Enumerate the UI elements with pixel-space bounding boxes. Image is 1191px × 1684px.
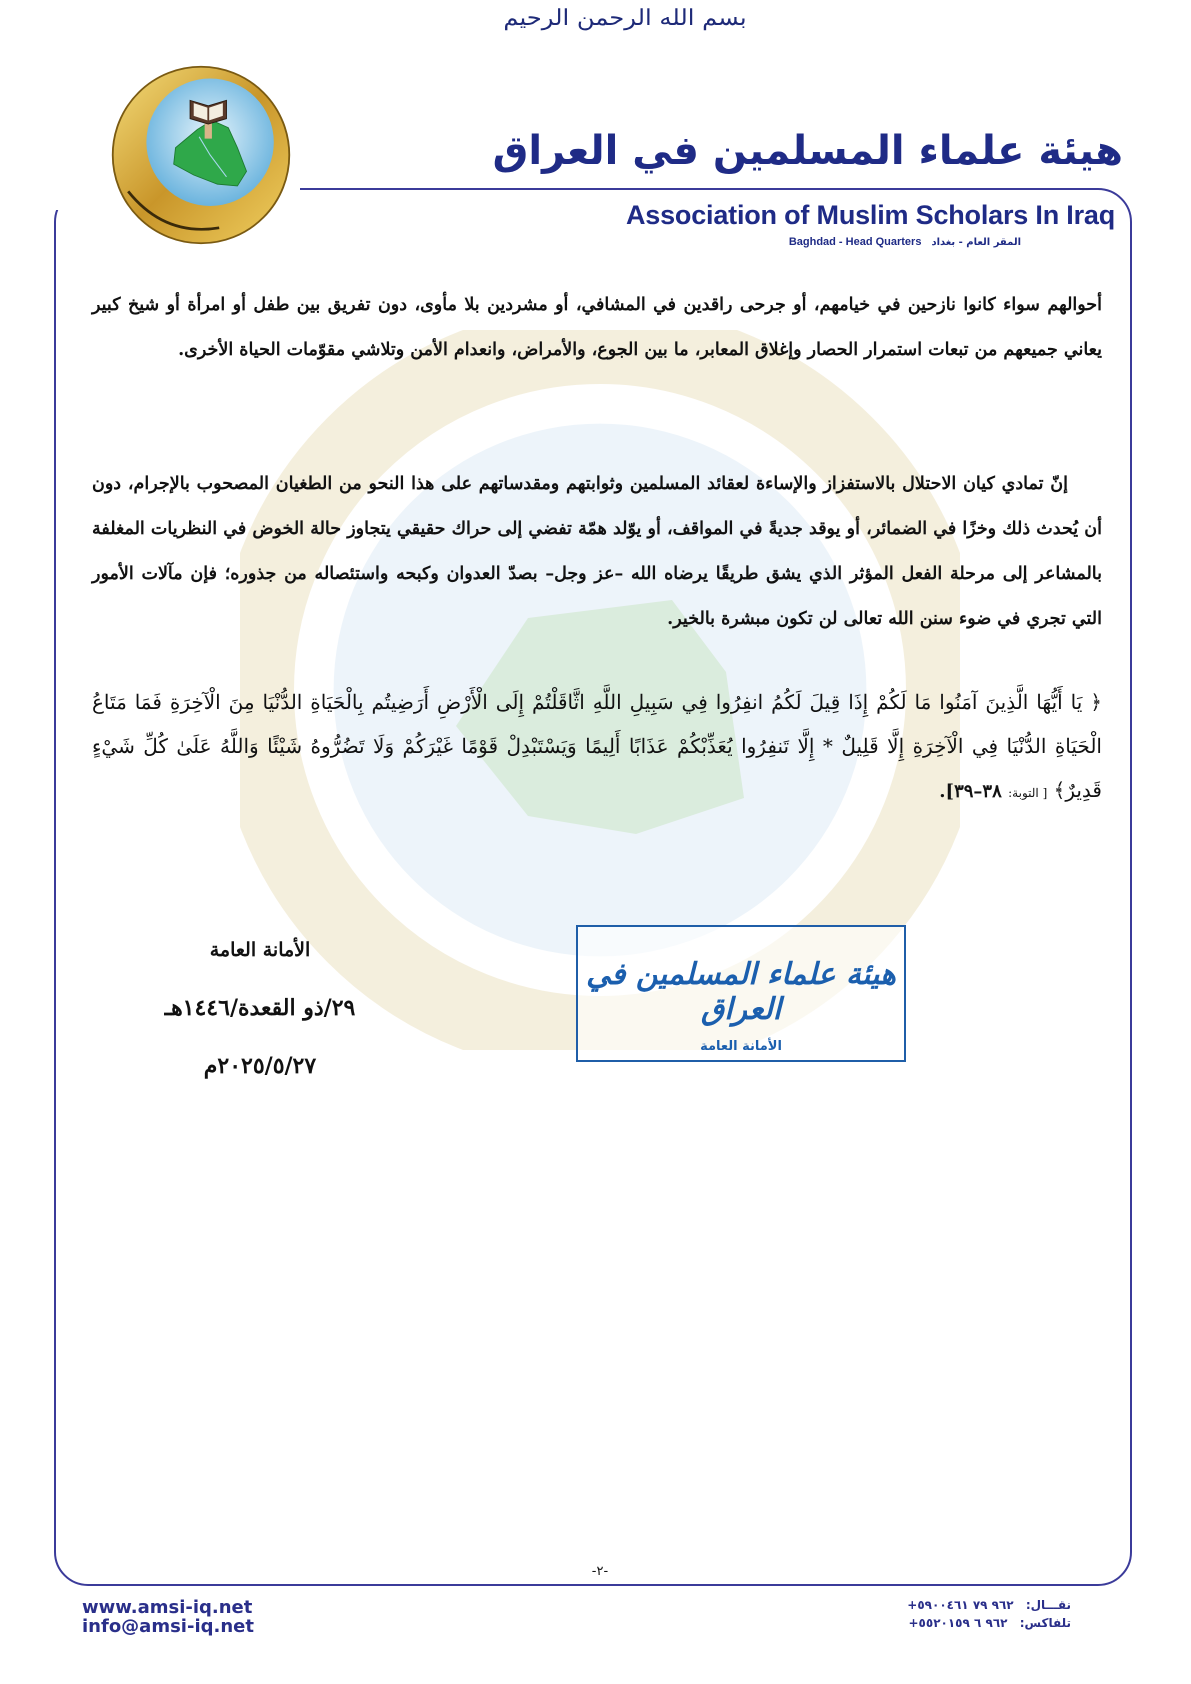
page-border-frame [54,188,1132,1586]
quran-verse-block [92,680,1102,815]
stamp-calligraphy: هيئة علماء المسلمين في العراق [586,957,896,1027]
hq-english: Baghdad - Head Quarters [788,236,922,248]
email-link[interactable]: info@amsi-iq.net [82,1616,254,1637]
date-gregorian: ٢٠٢٥/٥/٢٧م [203,1053,317,1079]
mobile-label: نقـــال: [1025,1598,1071,1612]
body-paragraph-2 [92,462,1102,642]
org-name-arabic: هيئة علماء المسلمين في العراق [492,128,1123,174]
body-paragraph-1 [92,283,1102,373]
mobile-number: +٩٦٢ ٧٩ ٥٩٠٠٤٦١ [907,1598,1014,1612]
paragraph-text: إنّ تمادي كيان الاحتلال بالاستفزاز والإساءة لعقائد المسلمين وثوابتهم ومقدساتهم على هذا النحو من الطغيان المصحوب بالإجرام، دون أن يُحدث ذلك وخزًا في الضمائر، أو يوقد جديةً في المواقف، أو يوّلد همّة تفضي إلى حراك حقيقي يتجاوز حالة الخوض في النظريات المغلفة بالمشاعر إلى مرحلة الفعل المؤثر الذي يشق طريقًا يرضاه الله –عز وجل– بصدّ العدوان وكبحه واستئصاله من جذوره؛ فإن مآلات الأمور التي تجري في ضوء سنن الله تعالى لن تكون مبشرة بالخير. [92,474,1102,629]
verse-text: يَا أَيُّهَا الَّذِينَ آمَنُوا مَا لَكُمْ إِذَا قِيلَ لَكُمُ انفِرُوا فِي سَبِيلِ اللَّهِ اثَّاقَلْتُمْ إِلَى الْأَرْضِ أَرَضِيتُم بِالْحَيَاةِ الدُّنْيَا مِنَ الْآخِرَةِ فَمَا مَتَاعُ الْحَيَاةِ الدُّنْيَا فِي الْآخِرَةِ إِلَّا قَلِيلٌ * إِلَّا تَنفِرُوا يُعَذِّبْكُمْ عَذَابًا أَلِيمًا وَيَسْتَبْدِلْ قَوْمًا غَيْرَكُمْ وَلَا تَضُرُّوهُ شَيْئًا وَاللَّهُ عَلَىٰ كُلِّ شَيْءٍ قَدِيرٌ [92,690,1102,802]
association-logo [110,64,292,246]
ornate-bracket-close: ﴾ [1053,778,1066,802]
fax-number: +٩٦٢ ٦ ٥٥٢٠١٥٩ [908,1616,1008,1630]
headquarters-line [789,236,1021,248]
mobile-line [907,1596,1071,1614]
official-stamp [576,925,906,1062]
verse-reference-surah: [ التوبة: [1008,786,1048,800]
website-link[interactable]: www.amsi-iq.net [82,1597,253,1618]
fax-line [907,1614,1071,1632]
page-number: -٢- [591,1564,609,1579]
stamp-label: الأمانة العامة [700,1039,782,1054]
ornate-bracket-open: ﴿ [1090,690,1103,714]
hq-arabic: المقر العام - بغداد [931,236,1021,248]
signature-block [130,930,390,1104]
date-hijri: ٢٩/ذو القعدة/١٤٤٦هـ [164,995,356,1021]
footer-contact-web [82,1598,254,1636]
org-name-english: Association of Muslim Scholars In Iraq [626,200,1115,230]
footer-contact-phone [907,1596,1071,1632]
paragraph-text: أحوالهم سواء كانوا نازحين في خيامهم، أو جرحى راقدين في المشافي، أو مشردين بلا مأوى، دون تفريق بين طفل أو امرأة أو شيخ كبير يعاني جميعهم من تبعات استمرار الحصار وإغلاق المعابر، ما بين الجوع، والأمراض، وانعدام الأمن وتلاشي مقوّمات الحياة الأخرى. [92,295,1102,360]
signatory-office: الأمانة العامة [209,939,311,961]
verse-reference-ayat: ٣٨–٣٩]. [939,781,1002,802]
fax-label: تلفاكس: [1019,1616,1071,1630]
basmala-calligraphy: بسم الله الرحمن الرحيم [503,6,747,31]
